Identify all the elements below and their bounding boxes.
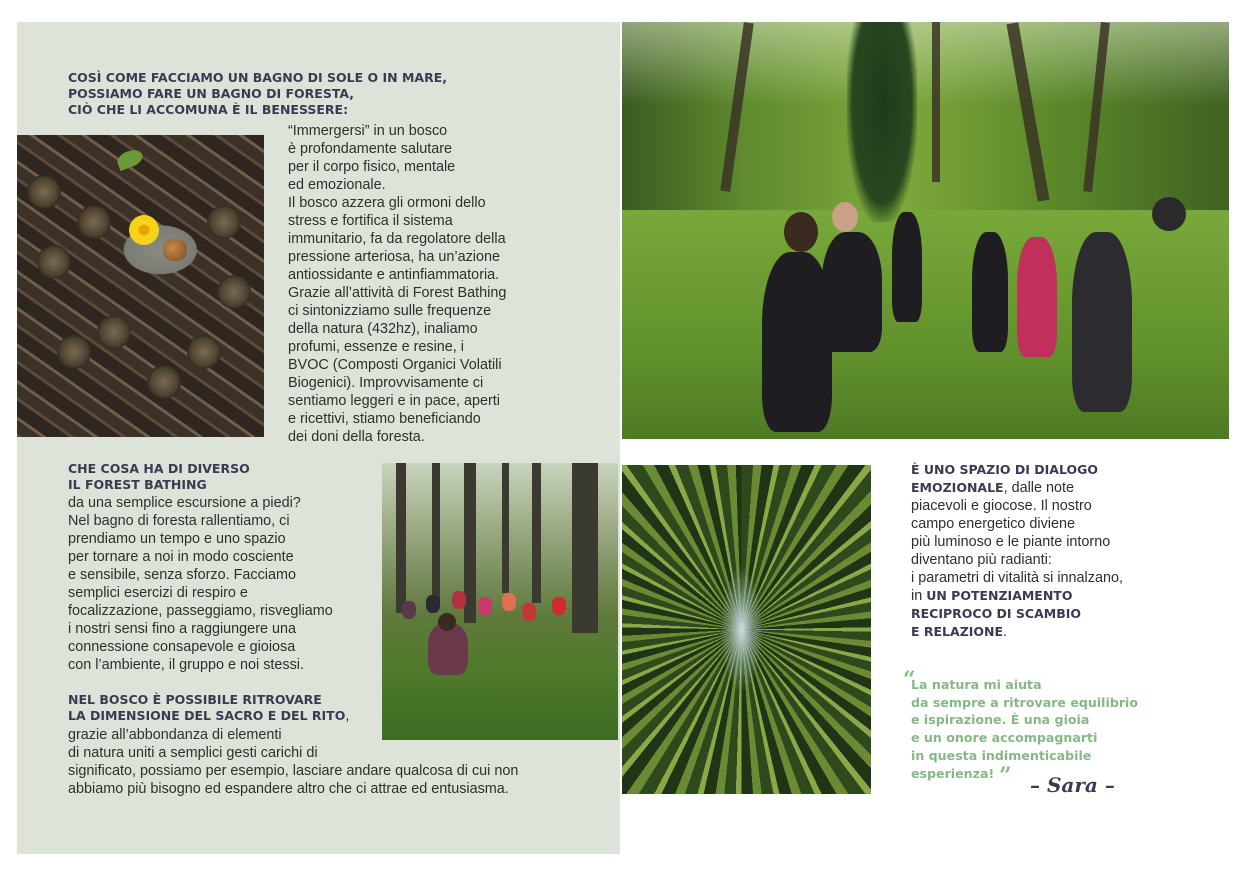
body-line: piacevoli e giocose. Il nostro [911,498,1092,514]
tree-trunk [502,463,509,593]
body-line: da una semplice escursione a piedi? [68,495,301,511]
quote-line: da sempre a ritrovare equilibrio [911,694,1139,710]
yellow-flower [129,215,159,245]
body-line: sentiamo leggeri e in pace, aperti [288,393,500,409]
person-figure [478,597,492,615]
person-figure [1072,232,1132,412]
tree-trunk [720,22,754,192]
heading-line: È UNO SPAZIO DI DIALOGO [911,462,1098,477]
person-figure [502,593,516,611]
strong-line: E RELAZIONE [911,624,1004,639]
person-figure [402,601,416,619]
dark-tree [847,22,917,222]
tree-trunk [432,463,440,603]
strong-line-with-suffix [911,623,1123,641]
body-line: significato, possiamo per esempio, lasciare andare qualcosa di cui non [68,763,519,779]
quote-line: e ispirazione. È una gioia [911,712,1090,728]
heading-line: CHE COSA HA DI DIVERSO [68,461,250,476]
heading-line: NEL BOSCO È POSSIBILE RITROVARE [68,692,322,707]
body-line: della natura (432hz), inaliamo [288,321,478,337]
body-line: “Immergersi” in un bosco [288,123,448,139]
person-figure [1017,237,1057,357]
body-line: pressione arteriosa, ha un’azione [288,249,500,265]
body-line: abbiamo più bisogno ed espandere altro che ci attrae ed entusiasma. [68,781,509,797]
tree-trunk [1083,22,1110,192]
quote-line: e un onore accompagnarti [911,730,1098,746]
body-inline: in [911,588,927,604]
burr-shape [37,245,71,279]
body-line: e sensibile, senza sforzo. Facciamo [68,567,296,583]
body-line: per tornare a noi in modo cosciente [68,549,294,565]
body-line: diventano più radianti: [911,552,1052,568]
heading-line: COSÌ COME FACCIAMO UN BAGNO DI SOLE O IN MARE, [68,70,447,85]
section1-body [288,122,506,446]
body-line: focalizzazione, passeggiamo, risvegliamo [68,603,333,619]
body-line: profumi, essenze e resine, i [288,339,464,355]
body-line: e ricettivi, stiamo beneficiando [288,411,481,427]
body-line: di natura uniti a semplici gesti carichi di [68,745,318,761]
body-line: semplici esercizi di respiro e [68,585,248,601]
body-line: grazie all’abbondanza di elementi [68,727,282,743]
person-figure [892,212,922,322]
burr-shape [207,205,241,239]
body-line: i parametri di vitalità si innalzano, [911,570,1123,586]
body-line: Grazie all’attività di Forest Bathing [288,285,507,301]
strong-line: RECIPROCO DI SCAMBIO [911,606,1082,621]
body-line: Nel bagno di foresta rallentiamo, ci [68,513,290,529]
person-figure [972,232,1008,352]
body-line: Il bosco azzera gli ormoni dello [288,195,486,211]
stone-flower-photo [17,135,264,437]
strong-line-with-prefix [911,587,1123,605]
quote-line: La natura mi aiuta [911,677,1042,692]
body-line: i nostri sensi fino a raggiungere una [68,621,296,637]
heading-line: POSSIAMO FARE UN BAGNO DI FORESTA, [68,86,355,101]
body-line: dei doni della foresta. [288,429,425,445]
body-line: connessione consapevole e gioiosa [68,639,296,655]
person-figure [522,603,536,621]
heading-line: LA DIMENSIONE DEL SACRO E DEL RITO [68,708,346,723]
sitting-group-photo [382,463,618,740]
burr-shape [187,335,221,369]
person-figure [822,232,882,352]
person-head [1152,197,1186,231]
tree-trunk [572,463,598,633]
body-line: campo energetico diviene [911,516,1075,532]
quote-close-mark: ” [999,763,1012,789]
burr-shape [147,365,181,399]
person-figure [426,595,440,613]
strong-line: UN POTENZIAMENTO [926,588,1073,603]
section1-heading [68,70,447,118]
body-line: Biogenici). Improvvisamente ci [288,375,484,391]
body-line: con l’ambiente, il gruppo e noi stessi. [68,657,304,673]
body-line: immunitario, fa da regolatore della [288,231,506,247]
dancing-group-photo [622,22,1229,439]
body-line: per il corpo fisico, mentale [288,159,456,175]
burr-shape [57,335,91,369]
burr-shape [97,315,131,349]
person-head [784,212,818,252]
quote-line: in questa indimenticabile [911,747,1092,763]
acorn [163,239,187,261]
burr-shape [217,275,251,309]
leaf-shape [115,147,145,171]
section3-heading [68,692,349,724]
person-figure [452,591,466,609]
section2-body [68,494,333,674]
section3-body [68,726,518,798]
body-line: antiossidante e antinfiammatoria. [288,267,500,283]
burr-shape [27,175,61,209]
body-line: BVOC (Composti Organici Volatili [288,357,502,373]
body-inline: . [1003,624,1008,640]
burr-shape [77,205,111,239]
quote-text [911,676,1161,782]
person-head [438,613,456,631]
signature: – Sara – [1030,773,1115,797]
canopy-photo [622,465,871,794]
body-line: più luminoso e le piante intorno [911,534,1111,550]
tree-trunk [1006,22,1049,201]
section2-heading [68,461,250,493]
body-line: prendiamo un tempo e uno spazio [68,531,286,547]
heading-line: IL FOREST BATHING [68,477,207,492]
heading-line: CIÒ CHE LI ACCOMUNA È IL BENESSERE: [68,102,349,117]
body-line: ci sintonizziamo sulle frequenze [288,303,492,319]
body-line: stress e fortifica il sistema [288,213,453,229]
heading-line: EMOZIONALE [911,480,1004,495]
quote-open-mark: “ [903,667,916,693]
body-line: ed emozionale. [288,177,386,193]
right-section [911,461,1123,641]
body-line: è profondamente salutare [288,141,453,157]
quote-line: esperienza! [911,765,995,781]
heading-suffix: , [345,708,350,724]
tree-trunk [932,22,940,182]
person-figure [552,597,566,615]
tree-trunk [396,463,406,613]
tree-trunk [532,463,541,603]
heading-line-with-suffix [911,479,1123,497]
body-inline: , dalle note [1003,480,1075,496]
person-head [832,202,858,232]
heading-line-with-suffix [68,708,349,724]
grass-ground [622,210,1229,439]
